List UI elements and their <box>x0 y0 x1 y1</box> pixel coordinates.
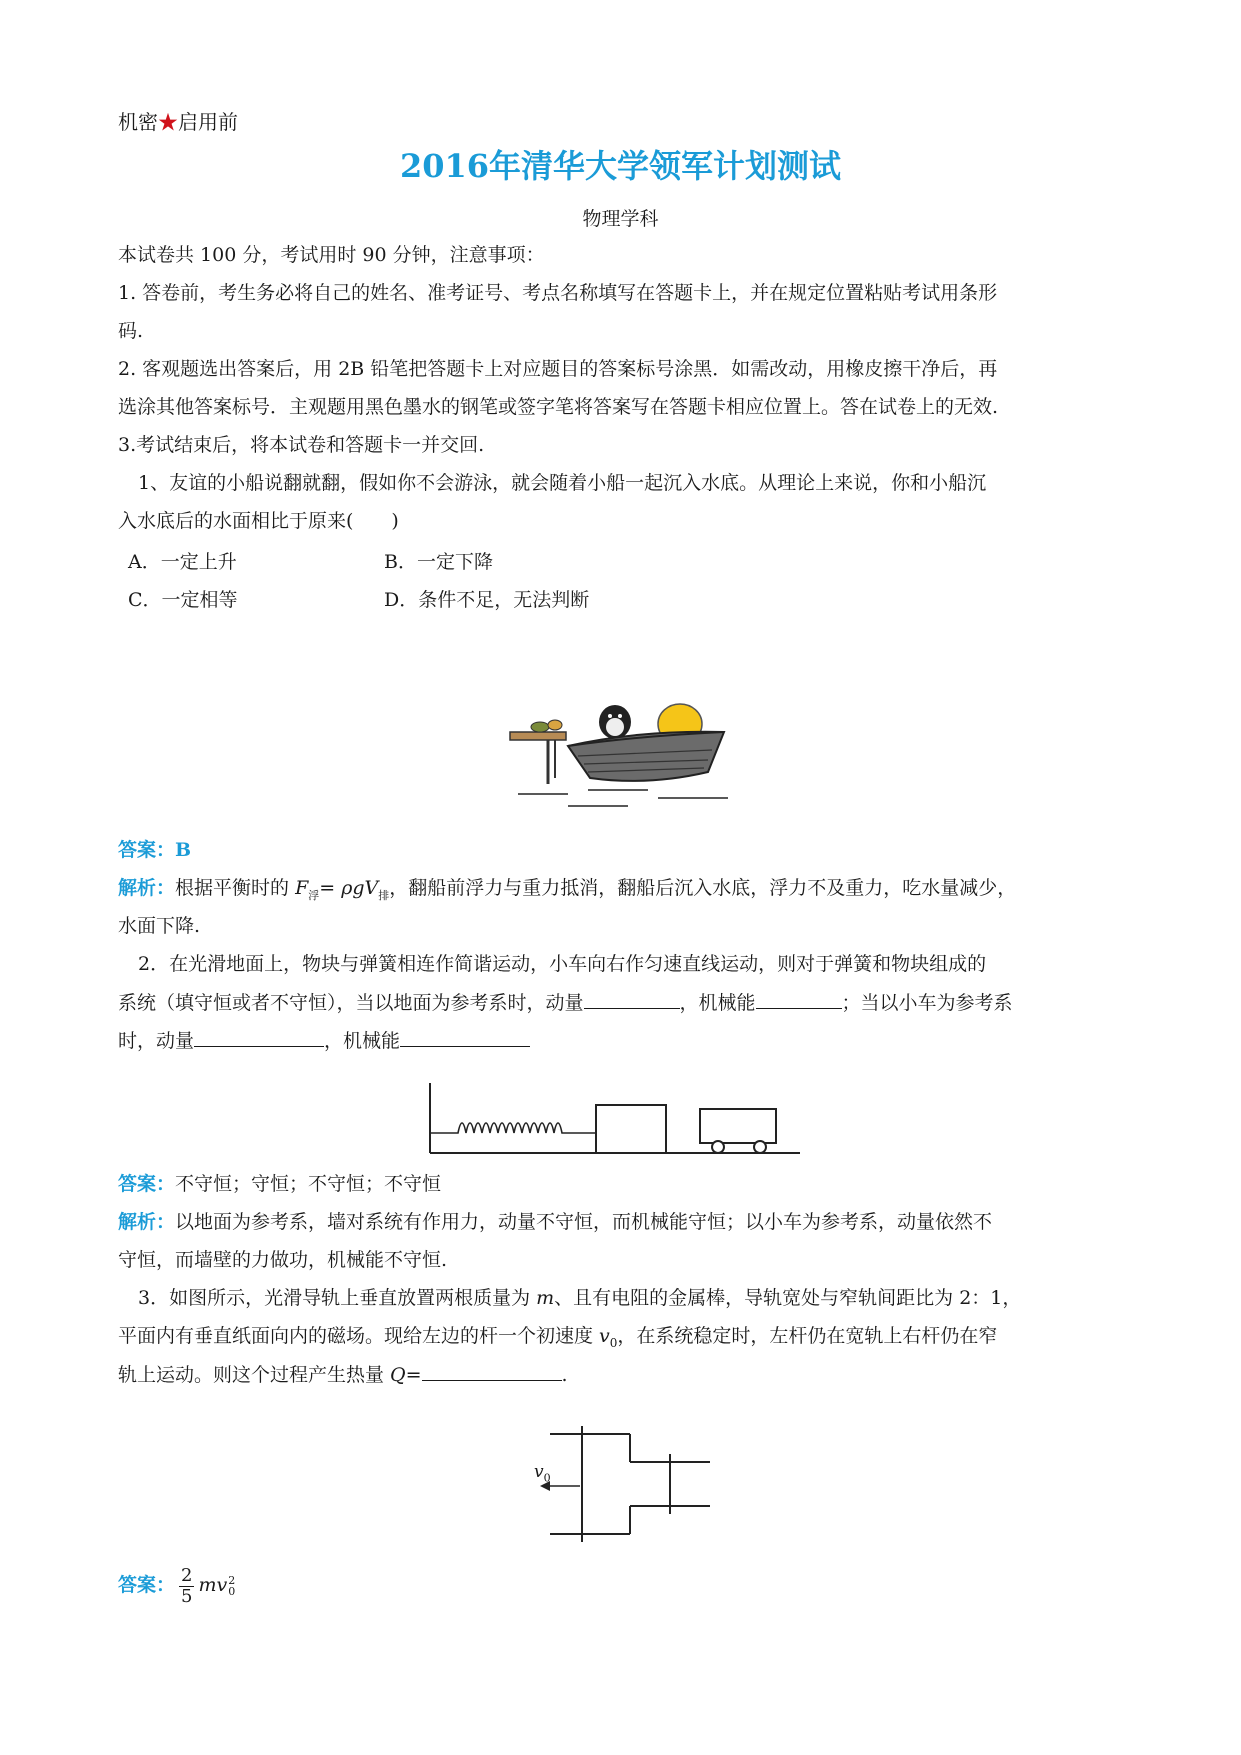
note-2-b: 选涂其他答案标号．主观题用黑色墨水的钢笔或签字笔将答案写在答题卡相应位置上。答在试卷上的无效. <box>118 396 999 418</box>
q2-text-c2: ，机械能 <box>324 1030 401 1052</box>
blank-energy-ground[interactable] <box>756 988 842 1009</box>
q2-analysis-a <box>118 1208 992 1236</box>
symbol-Q: Q <box>390 1364 406 1386</box>
formula-rho-g-v: = ρgV <box>319 877 379 899</box>
q1-analysis-a <box>118 874 1016 910</box>
blank-momentum-cart[interactable] <box>194 1026 324 1047</box>
velocity-v: v <box>534 1462 544 1482</box>
star-icon: ★ <box>158 110 178 134</box>
answer-exponent <box>228 1575 235 1597</box>
spring-cart-diagram <box>428 1083 802 1163</box>
q2-text-b1: 系统（填守恒或者不守恒），当以地面为参考系时，动量 <box>118 992 584 1014</box>
q1-option-c: C．一定相等 <box>128 589 238 611</box>
q1-answer <box>118 836 191 864</box>
q2-text-c <box>118 1026 530 1055</box>
symbol-v-sub: 0 <box>609 1335 618 1350</box>
fraction-numerator: 2 <box>181 1564 193 1586</box>
analysis-label: 解析： <box>118 877 176 899</box>
note-2-a: 2. 客观题选出答案后，用 2B 铅笔把答题卡上对应题目的答案标号涂黑．如需改动，用橡皮擦干净后，再 <box>118 358 998 380</box>
q3-text-c3: . <box>561 1364 568 1386</box>
answer-sup: 2 <box>228 1574 236 1587</box>
confidential-text-2: 启用前 <box>178 110 238 134</box>
q3-text-b <box>118 1322 997 1357</box>
q3-text-c2: = <box>405 1364 422 1386</box>
q2-text-b <box>118 988 1013 1017</box>
q1-option-d: D．条件不足，无法判断 <box>384 589 590 611</box>
note-1-a: 1. 答卷前，考生务必将自己的姓名、准考证号、考点名称填写在答题卡上，并在规定位置粘贴考试用条形 <box>118 282 998 304</box>
answer-mv: mv <box>198 1574 228 1596</box>
confidential-mark <box>118 108 238 136</box>
analysis-text-2: ，翻船前浮力与重力抵消，翻船后沉入水底，浮力不及重力，吃水量减少， <box>389 877 1017 899</box>
q2-text-b2: ，机械能 <box>679 992 756 1014</box>
q1-option-a: A．一定上升 <box>128 551 237 573</box>
answer-fraction <box>179 1566 194 1607</box>
answer-label: 答案： <box>118 1173 176 1195</box>
answer-label: 答案： <box>118 1574 176 1596</box>
analysis-text: 以地面为参考系，墙对系统有作用力，动量不守恒，而机械能守恒；以小车为参考系，动量依然不 <box>175 1211 993 1233</box>
formula-sub-fu: 浮 <box>308 888 320 902</box>
q3-answer <box>118 1562 235 1608</box>
symbol-v: v <box>599 1325 610 1347</box>
answer-value: 不守恒；守恒；不守恒；不守恒 <box>175 1173 442 1195</box>
confidential-text: 机密 <box>118 110 158 134</box>
intro-text: 本试卷共 100 分，考试用时 90 分钟，注意事项： <box>118 244 545 266</box>
subject-label: 物理学科 <box>582 208 659 230</box>
note-1-b: 码. <box>118 320 144 342</box>
q3-text-a2: 、且有电阻的金属棒，导轨宽处与窄轨间距比为 2：1， <box>554 1287 1022 1309</box>
blank-momentum-ground[interactable] <box>584 988 680 1009</box>
blank-heat-Q[interactable] <box>422 1360 562 1381</box>
velocity-sub: 0 <box>543 1471 551 1485</box>
formula-F: F <box>295 877 309 899</box>
q3-text-a1: 3．如图所示，光滑导轨上垂直放置两根质量为 <box>138 1287 537 1309</box>
note-3: 3.考试结束后，将本试卷和答题卡一并交回. <box>118 434 485 456</box>
fraction-denominator: 5 <box>181 1585 193 1607</box>
symbol-m: m <box>536 1287 555 1309</box>
q3-text-c <box>118 1360 568 1389</box>
boat-illustration <box>508 694 740 812</box>
q1-analysis-b: 水面下降. <box>118 915 201 937</box>
answer-value: B <box>175 839 192 861</box>
q2-answer <box>118 1170 441 1198</box>
analysis-label: 解析： <box>118 1211 176 1233</box>
q3-text-b2: ，在系统稳定时，左杆仍在宽轨上右杆仍在窄 <box>617 1325 998 1347</box>
rails-diagram <box>530 1424 730 1544</box>
q2-analysis-b: 守恒，而墙壁的力做功，机械能不守恒. <box>118 1249 448 1271</box>
q2-text-c1: 时，动量 <box>118 1030 195 1052</box>
q3-text-b1: 平面内有垂直纸面向内的磁场。现给左边的杆一个初速度 <box>118 1325 600 1347</box>
answer-sub: 0 <box>228 1585 236 1598</box>
q1-option-b: B．一定下降 <box>384 551 493 573</box>
blank-energy-cart[interactable] <box>400 1026 530 1047</box>
q2-text-b3: ；当以小车为参考系 <box>841 992 1013 1014</box>
formula-sub-pai: 排 <box>378 888 390 902</box>
q1-text-a: 1、友谊的小船说翻就翻，假如你不会游泳，就会随着小船一起沉入水底。从理论上来说，你和小船沉 <box>138 472 987 494</box>
q2-text-a: 2．在光滑地面上，物块与弹簧相连作简谐运动，小车向右作匀速直线运动，则对于弹簧和物块组成的 <box>138 953 987 975</box>
q3-text-a <box>138 1284 1021 1312</box>
analysis-text: 根据平衡时的 <box>175 877 296 899</box>
answer-label: 答案： <box>118 839 176 861</box>
q1-text-b: 入水底后的水面相比于原来( ) <box>118 510 399 532</box>
rails-velocity-label <box>534 1462 551 1484</box>
q3-text-c1: 轨上运动。则这个过程产生热量 <box>118 1364 391 1386</box>
page-title: 2016年清华大学领军计划测试 <box>399 147 842 185</box>
